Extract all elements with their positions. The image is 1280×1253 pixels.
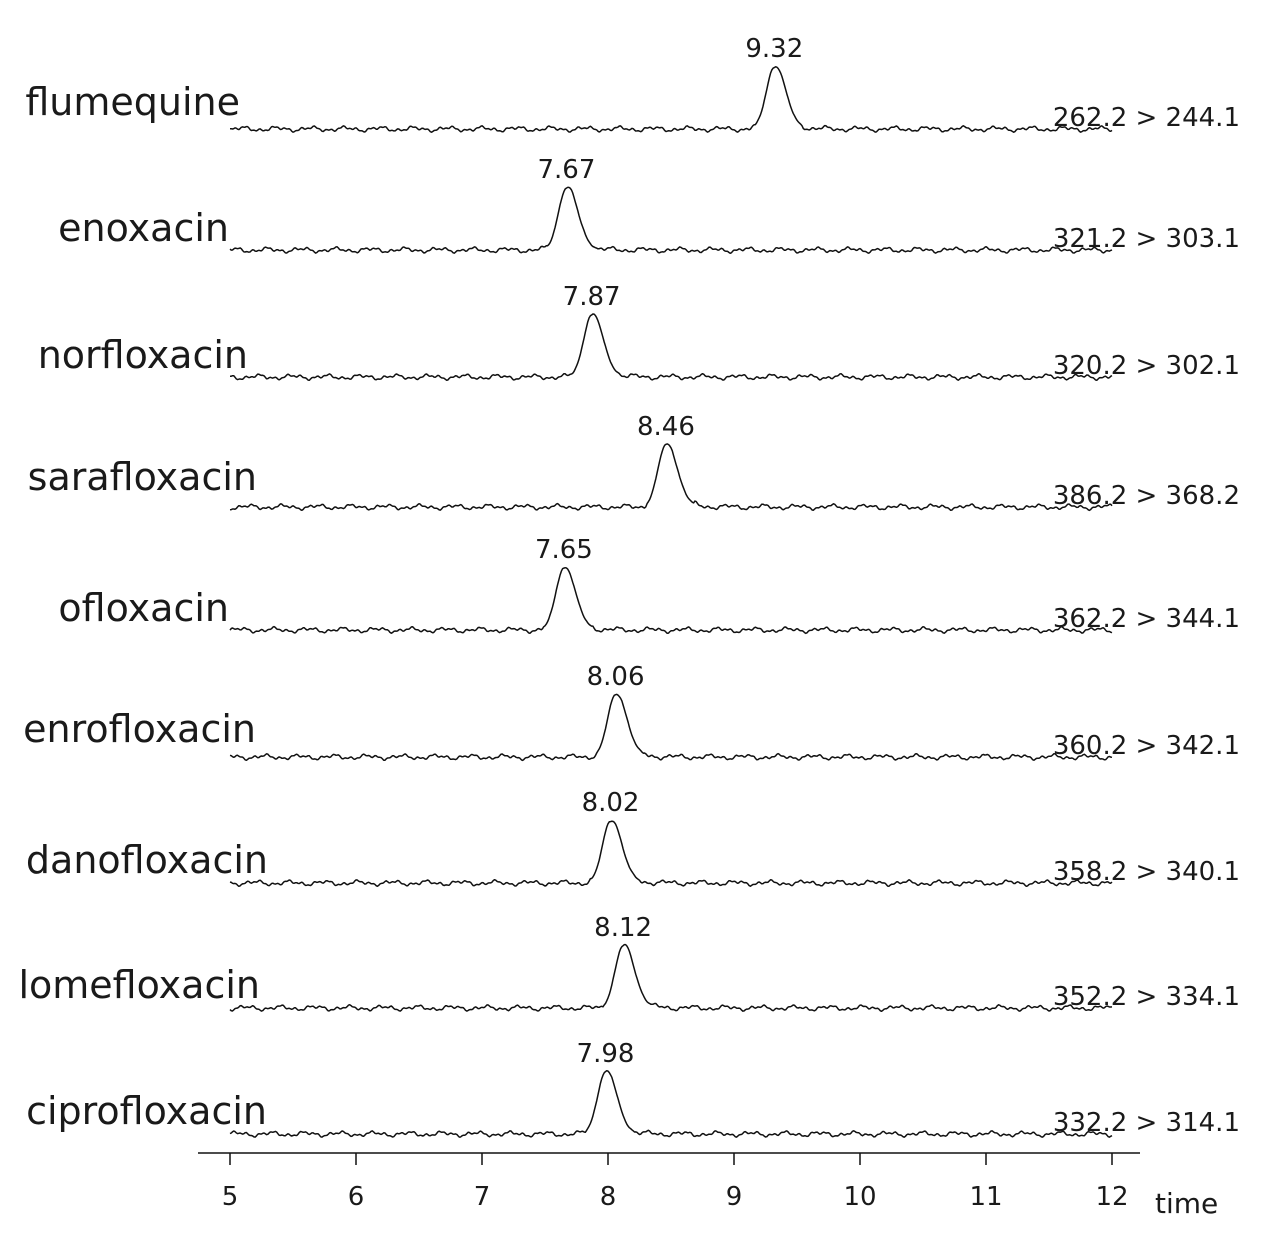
transition-label: 352.2 > 334.1 bbox=[1052, 982, 1240, 1012]
x-tick-label: 6 bbox=[347, 1182, 365, 1212]
compound-name-label: sarafloxacin bbox=[27, 455, 257, 499]
trace-line bbox=[230, 187, 1112, 253]
trace-line bbox=[230, 694, 1112, 760]
retention-time-label: 7.65 bbox=[534, 535, 593, 565]
chromatogram-lomefloxacin bbox=[18, 913, 1240, 1012]
compound-name-label: flumequine bbox=[25, 80, 240, 124]
x-tick-label: 9 bbox=[725, 1182, 743, 1212]
retention-time-label: 7.67 bbox=[537, 155, 596, 185]
transition-label: 358.2 > 340.1 bbox=[1052, 857, 1240, 887]
x-tick-label: 5 bbox=[221, 1182, 239, 1212]
compound-name-label: ciprofloxacin bbox=[26, 1089, 267, 1133]
chromatogram-sarafloxacin bbox=[28, 412, 1240, 511]
retention-time-label: 8.46 bbox=[637, 412, 695, 442]
transition-label: 386.2 > 368.2 bbox=[1052, 481, 1240, 511]
trace-line bbox=[230, 444, 1112, 511]
chromatogram-norfloxacin bbox=[38, 282, 1240, 381]
x-tick-label: 12 bbox=[1095, 1182, 1129, 1212]
chromatogram-flumequine bbox=[25, 34, 1240, 133]
retention-time-label: 8.12 bbox=[594, 913, 653, 943]
trace-line bbox=[230, 945, 1112, 1012]
transition-label: 321.2 > 303.1 bbox=[1052, 224, 1240, 254]
retention-time-label: 7.87 bbox=[562, 282, 621, 312]
transition-label: 362.2 > 344.1 bbox=[1052, 604, 1240, 634]
compound-name-label: enoxacin bbox=[58, 206, 229, 250]
compound-name-label: ofloxacin bbox=[58, 586, 229, 630]
compound-name-label: enrofloxacin bbox=[23, 707, 256, 751]
transition-label: 360.2 > 342.1 bbox=[1052, 731, 1240, 761]
chromatogram-enoxacin bbox=[58, 155, 1240, 254]
compound-name-label: danofloxacin bbox=[25, 838, 268, 882]
chromatogram-danofloxacin bbox=[26, 788, 1240, 887]
retention-time-label: 8.06 bbox=[586, 662, 645, 692]
trace-line bbox=[230, 314, 1112, 380]
x-tick-label: 11 bbox=[969, 1182, 1003, 1212]
transition-label: 320.2 > 302.1 bbox=[1052, 351, 1240, 381]
compound-name-label: norfloxacin bbox=[37, 333, 248, 377]
chromatogram-ofloxacin bbox=[58, 535, 1240, 634]
trace-line bbox=[230, 1071, 1112, 1138]
trace-line bbox=[230, 821, 1112, 886]
compound-name-label: lomefloxacin bbox=[18, 963, 260, 1007]
chromatogram-enrofloxacin bbox=[23, 662, 1240, 761]
x-tick-label: 7 bbox=[473, 1182, 491, 1212]
x-tick-label: 10 bbox=[843, 1182, 877, 1212]
x-tick-label: 8 bbox=[599, 1182, 617, 1212]
retention-time-label: 7.98 bbox=[576, 1039, 635, 1069]
x-axis-title: time bbox=[1155, 1187, 1219, 1220]
retention-time-label: 8.02 bbox=[581, 788, 640, 818]
trace-line bbox=[230, 67, 1112, 132]
transition-label: 262.2 > 244.1 bbox=[1052, 103, 1240, 133]
chromatogram-ciprofloxacin bbox=[26, 1039, 1240, 1138]
time-axis bbox=[198, 1153, 1218, 1220]
trace-line bbox=[230, 568, 1112, 634]
transition-label: 332.2 > 314.1 bbox=[1052, 1108, 1240, 1138]
chromatogram-traces bbox=[18, 34, 1240, 1138]
retention-time-label: 9.32 bbox=[745, 34, 804, 64]
